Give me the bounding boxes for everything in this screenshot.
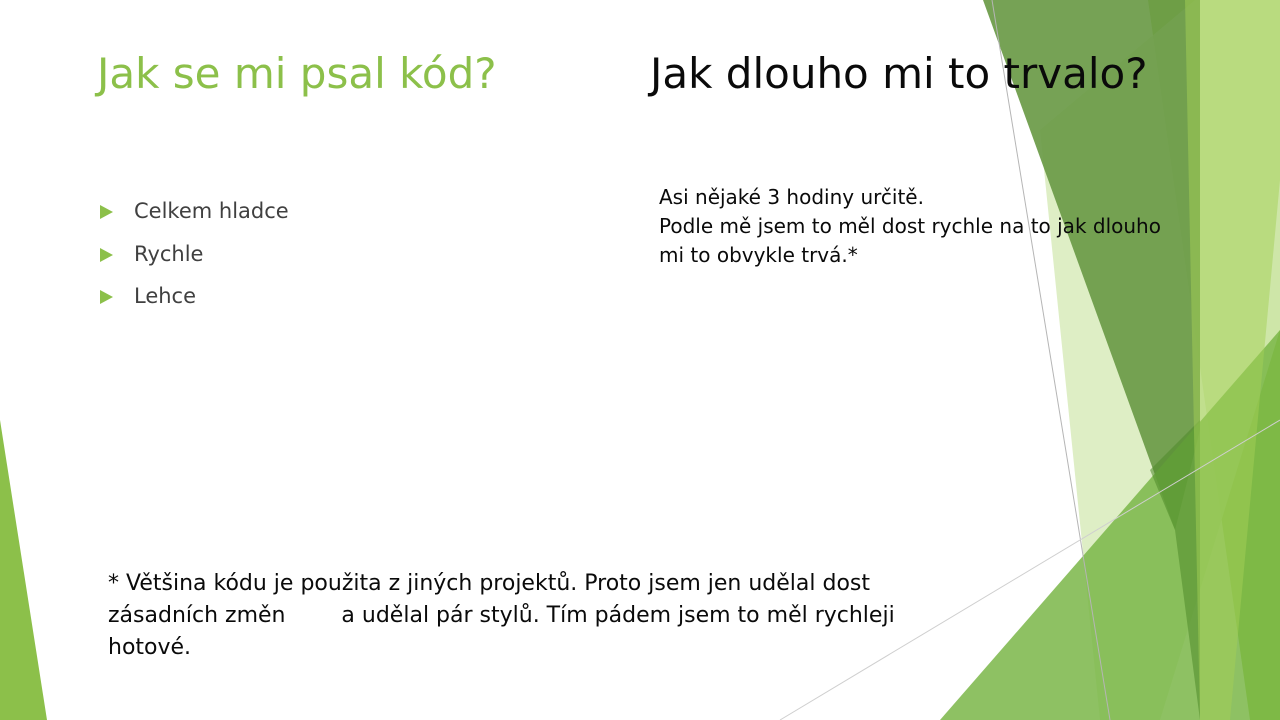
- footnote-line: * Většina kódu je použita z jiných projektů. Proto jsem jen udělal dost: [108, 571, 871, 596]
- triangle-bullet-icon: [100, 205, 113, 219]
- left-edge-shape: [0, 420, 47, 720]
- bullet-text: Celkem hladce: [134, 199, 289, 223]
- time-answer-text: [659, 183, 1239, 270]
- time-answer-line: Podle mě jsem to měl dost rychle na to jak dlouho: [659, 214, 1161, 238]
- triangle-bullet-icon: [100, 290, 113, 304]
- footnote-line: zásadních změn a udělal pár stylů. Tím pádem jsem to měl rychleji: [108, 603, 895, 628]
- left-title: Jak se mi psal kód?: [97, 49, 497, 98]
- bullet-item: [100, 239, 289, 282]
- footnote-text: [108, 568, 1008, 664]
- triangle-bullet-icon: [100, 248, 113, 262]
- bullet-list: [100, 196, 289, 324]
- footnote-line: hotové.: [108, 635, 192, 660]
- bullet-text: Lehce: [134, 284, 197, 308]
- time-answer-line: Asi nějaké 3 hodiny určitě.: [659, 185, 924, 209]
- time-answer-line: mi to obvykle trvá.*: [659, 243, 858, 267]
- bullet-item: [100, 196, 289, 239]
- right-title: Jak dlouho mi to trvalo?: [650, 49, 1148, 98]
- bullet-item: [100, 281, 289, 324]
- bullet-text: Rychle: [134, 241, 204, 266]
